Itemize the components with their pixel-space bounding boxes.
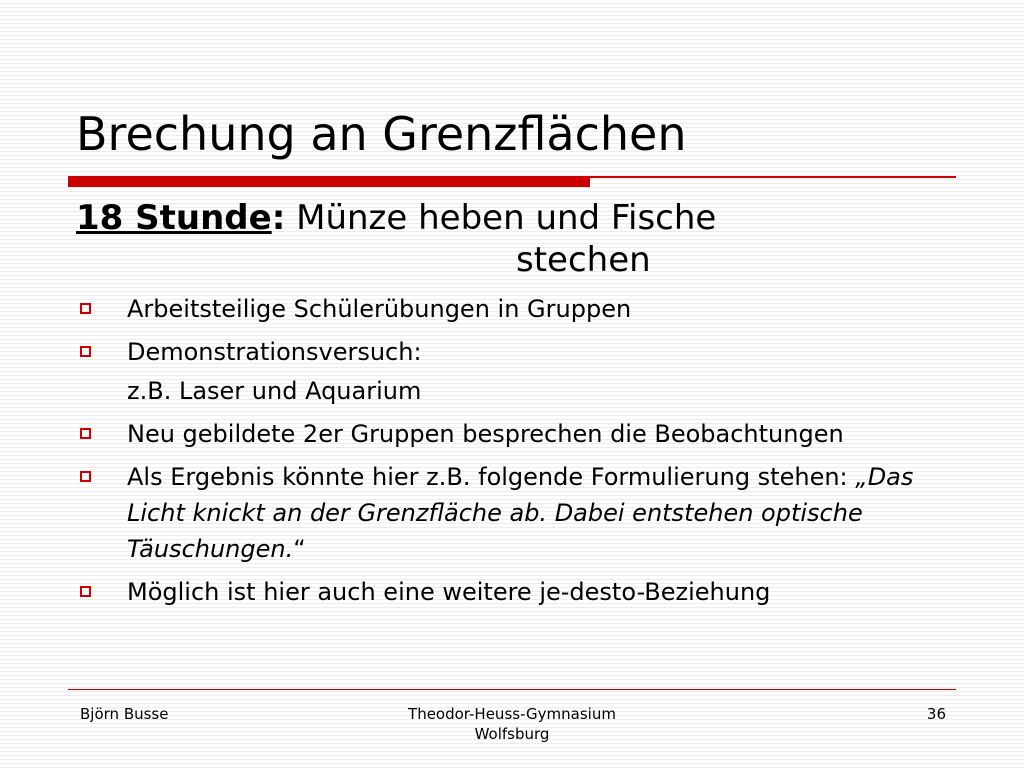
list-item-text: Arbeitsteilige Schülerübungen in Gruppen [127, 295, 632, 323]
quote-italic: „Das Licht knickt an der Grenzfläche ab. Dabei entstehen optische Täuschungen. [127, 463, 914, 563]
list-item-text: Als Ergebnis könnte hier z.B. folgende Formulierung stehen: [127, 463, 856, 491]
hollow-square-bullet-icon [80, 428, 91, 439]
list-item [76, 459, 956, 567]
slide-title: Brechung an Grenzflächen [76, 107, 687, 161]
title-underline-thin [590, 176, 956, 178]
page-number: 36 [926, 705, 946, 723]
footer-school-city: Wolfsburg [474, 725, 550, 743]
list-item [76, 416, 956, 452]
list-item [76, 291, 956, 327]
footer-school-name: Theodor-Heuss-Gymnasium [408, 705, 616, 723]
hollow-square-bullet-icon [80, 303, 91, 314]
lesson-number: 18 Stunde [76, 198, 272, 238]
title-underline-thick [68, 176, 590, 187]
list-item-text: Demonstrationsversuch: [127, 338, 422, 366]
lesson-heading [76, 197, 956, 281]
bullet-list [76, 291, 956, 617]
list-item [76, 574, 956, 610]
list-item-text: Möglich ist hier auch eine weitere je-desto-Beziehung [127, 578, 771, 606]
footer-divider [68, 689, 956, 690]
lesson-colon: : [271, 198, 286, 238]
footer-school [362, 704, 662, 744]
hollow-square-bullet-icon [80, 346, 91, 357]
lesson-topic-line1: Münze heben und Fische [285, 198, 717, 238]
hollow-square-bullet-icon [80, 586, 91, 597]
lesson-topic-line2: stechen [516, 240, 651, 280]
list-item-text: Neu gebildete 2er Gruppen besprechen die Beobachtungen [127, 420, 844, 448]
footer-author: Björn Busse [80, 705, 169, 723]
list-item-continuation [76, 373, 956, 409]
hollow-square-bullet-icon [80, 471, 91, 482]
list-item [76, 334, 956, 370]
quote-close: “ [293, 535, 306, 563]
list-item-text: z.B. Laser und Aquarium [127, 377, 422, 405]
